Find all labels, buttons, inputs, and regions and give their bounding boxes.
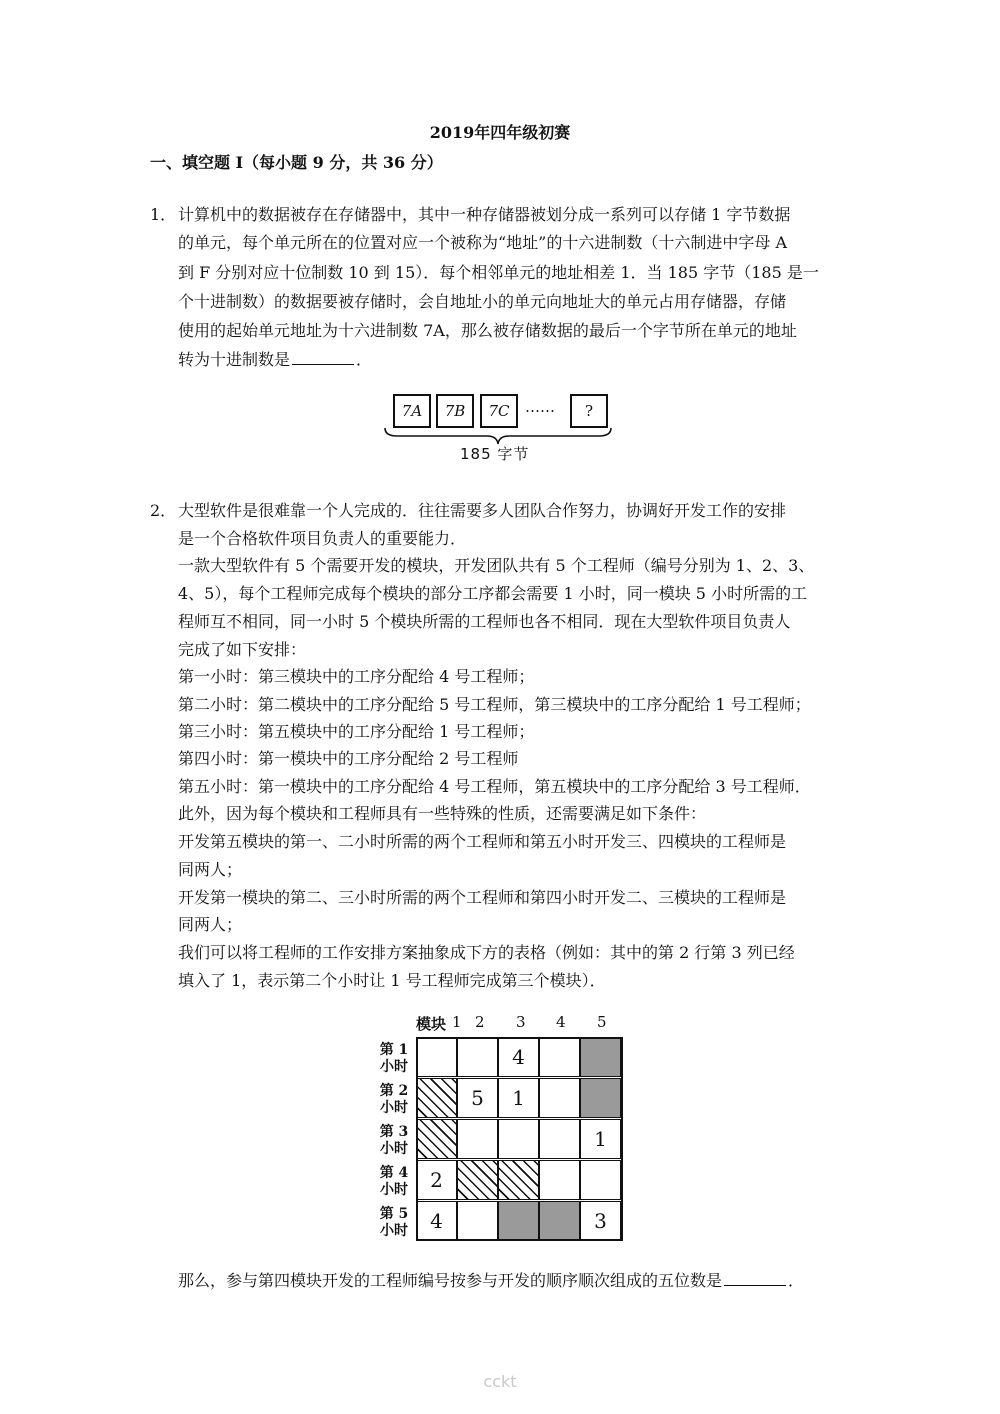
- row-label-bottom: 小时: [380, 1059, 408, 1075]
- memory-cell-unknown: ?: [570, 394, 608, 428]
- brace-label: 185 字节: [460, 445, 530, 463]
- q2-line: 第四小时：第一模块中的工序分配给 2 号工程师: [178, 749, 519, 768]
- grid-column-header: 4: [556, 1013, 566, 1031]
- section-heading: 一、填空题 I（每小题 9 分，共 36 分）: [150, 153, 443, 172]
- grid-cell[interactable]: [416, 1119, 457, 1159]
- grid-cell[interactable]: [498, 1201, 539, 1241]
- q2-line: 第二小时：第二模块中的工序分配给 5 号工程师，第三模块中的工序分配给 1 号工程师；: [178, 695, 811, 714]
- q2-line: 同两人；: [178, 915, 243, 934]
- q1-line: 的单元，每个单元所在的位置对应一个被称为“地址”的十六进制数（十六制进中字母 A: [178, 233, 788, 252]
- page-title: 2019年四年级初赛: [429, 123, 571, 142]
- q2-line: 是一个合格软件项目负责人的重要能力．: [178, 529, 467, 548]
- grid-cell[interactable]: [539, 1037, 580, 1077]
- q1-line: 个十进制数）的数据要被存储时，会自地址小的单元向地址大的单元占用存储器，存储: [178, 292, 787, 311]
- grid-row-label: [376, 1165, 412, 1199]
- grid-cell[interactable]: [457, 1201, 498, 1241]
- row-label-top: 第 4: [379, 1165, 409, 1181]
- q2-line: 大型软件是很难靠一个人完成的．往往需要多人团队合作努力，协调好开发工作的安排: [178, 501, 787, 520]
- q2-line: 开发第五模块的第一、二小时所需的两个工程师和第五小时开发三、四模块的工程师是: [178, 832, 787, 851]
- question-2-number: 2．: [150, 501, 177, 520]
- grid-row-label: [376, 1206, 412, 1240]
- q1-last-line-text: 转为十进制数是: [178, 350, 291, 369]
- grid-cell[interactable]: [416, 1078, 457, 1118]
- q2-question-line: [178, 1268, 804, 1291]
- grid-cell[interactable]: [457, 1119, 498, 1159]
- q2-line: 完成了如下安排：: [178, 640, 307, 659]
- q2-line: 第五小时：第一模块中的工序分配给 4 号工程师，第五模块中的工序分配给 3 号工程师．: [178, 777, 811, 796]
- grid-cell[interactable]: [539, 1119, 580, 1159]
- q2-question-text: 那么，参与第四模块开发的工程师编号按参与开发的顺序顺次组成的五位数是: [178, 1271, 723, 1290]
- row-label-bottom: 小时: [380, 1100, 408, 1116]
- row-label-bottom: 小时: [380, 1141, 408, 1157]
- q1-line: 计算机中的数据被存在存储器中，其中一种存储器被划分成一系列可以存储 1 字节数据: [178, 205, 791, 224]
- grid-column-header: 3: [516, 1013, 526, 1031]
- q2-line: 第一小时：第三模块中的工序分配给 4 号工程师；: [178, 667, 535, 686]
- q1-last-line: [178, 347, 372, 370]
- grid-cell[interactable]: [539, 1201, 580, 1241]
- row-label-top: 第 1: [379, 1042, 409, 1058]
- grid-cell[interactable]: [416, 1037, 457, 1077]
- grid-row-label: [376, 1042, 412, 1076]
- q1-line: 到 F 分别对应十位制数 10 到 15）．每个相邻单元的地址相差 1．当 185 字节（185 是一: [178, 263, 819, 282]
- grid-column-header: 2: [475, 1013, 485, 1031]
- grid-cell[interactable]: 1: [498, 1078, 539, 1118]
- row-label-top: 第 3: [379, 1124, 409, 1140]
- grid-cell[interactable]: 5: [457, 1078, 498, 1118]
- q2-line: 我们可以将工程师的工作安排方案抽象成下方的表格（例如：其中的第 2 行第 3 列已经: [178, 943, 795, 962]
- grid-cell[interactable]: [457, 1160, 498, 1200]
- q1-last-line-end: ．: [356, 350, 373, 369]
- grid-column-header: 1: [452, 1013, 462, 1031]
- q2-line: 程师互不相同，同一小时 5 个模块所需的工程师也各不相同．现在大型软件项目负责人: [178, 612, 791, 631]
- row-label-top: 第 5: [379, 1206, 409, 1222]
- answer-blank-2[interactable]: [724, 1271, 786, 1286]
- grid-cell[interactable]: [580, 1037, 621, 1077]
- grid-cell[interactable]: 4: [416, 1201, 457, 1241]
- grid-cell[interactable]: [498, 1160, 539, 1200]
- memory-cell-7c: 7C: [480, 394, 518, 428]
- answer-blank-1[interactable]: [292, 350, 354, 365]
- grid-row-label: [376, 1083, 412, 1117]
- row-label-top: 第 2: [379, 1083, 409, 1099]
- grid-cell[interactable]: [580, 1078, 621, 1118]
- row-label-bottom: 小时: [380, 1223, 408, 1239]
- grid-cell[interactable]: [498, 1119, 539, 1159]
- grid-cell[interactable]: [580, 1160, 621, 1200]
- grid-cell[interactable]: 1: [580, 1119, 621, 1159]
- q2-line: 4、5），每个工程师完成每个模块的部分工序都会需要 1 小时，同一模块 5 小时所需的工: [178, 584, 808, 603]
- watermark-text: cckt: [483, 1372, 517, 1391]
- row-label-bottom: 小时: [380, 1182, 408, 1198]
- q1-line: 使用的起始单元地址为十六进制数 7A，那么被存储数据的最后一个字节所在单元的地址: [178, 321, 797, 340]
- q2-line: 填入了 1，表示第二个小时让 1 号工程师完成第三个模块）．: [178, 971, 606, 990]
- q2-line: 第三小时：第五模块中的工序分配给 1 号工程师；: [178, 722, 535, 741]
- q2-line: 此外，因为每个模块和工程师具有一些特殊的性质，还需要满足如下条件：: [178, 804, 707, 823]
- grid-cell[interactable]: [457, 1037, 498, 1077]
- grid-cell[interactable]: 4: [498, 1037, 539, 1077]
- grid-header-label: 模块: [416, 1015, 447, 1033]
- grid-cell[interactable]: [539, 1160, 580, 1200]
- grid-cell[interactable]: 2: [416, 1160, 457, 1200]
- grid-cell[interactable]: 3: [580, 1201, 621, 1241]
- grid-row-label: [376, 1124, 412, 1158]
- question-1-number: 1．: [150, 205, 177, 224]
- q2-line: 一款大型软件有 5 个需要开发的模块，开发团队共有 5 个工程师（编号分别为 1、2、3、: [178, 556, 815, 575]
- grid-column-header: 5: [597, 1013, 607, 1031]
- q2-question-end: ．: [788, 1271, 805, 1290]
- memory-ellipsis: ……: [525, 398, 555, 416]
- memory-cell-7a: 7A: [393, 394, 431, 428]
- q2-line: 同两人；: [178, 860, 243, 879]
- grid-cell[interactable]: [539, 1078, 580, 1118]
- q2-line: 开发第一模块的第二、三小时所需的两个工程师和第四小时开发二、三模块的工程师是: [178, 888, 787, 907]
- memory-cell-7b: 7B: [436, 394, 474, 428]
